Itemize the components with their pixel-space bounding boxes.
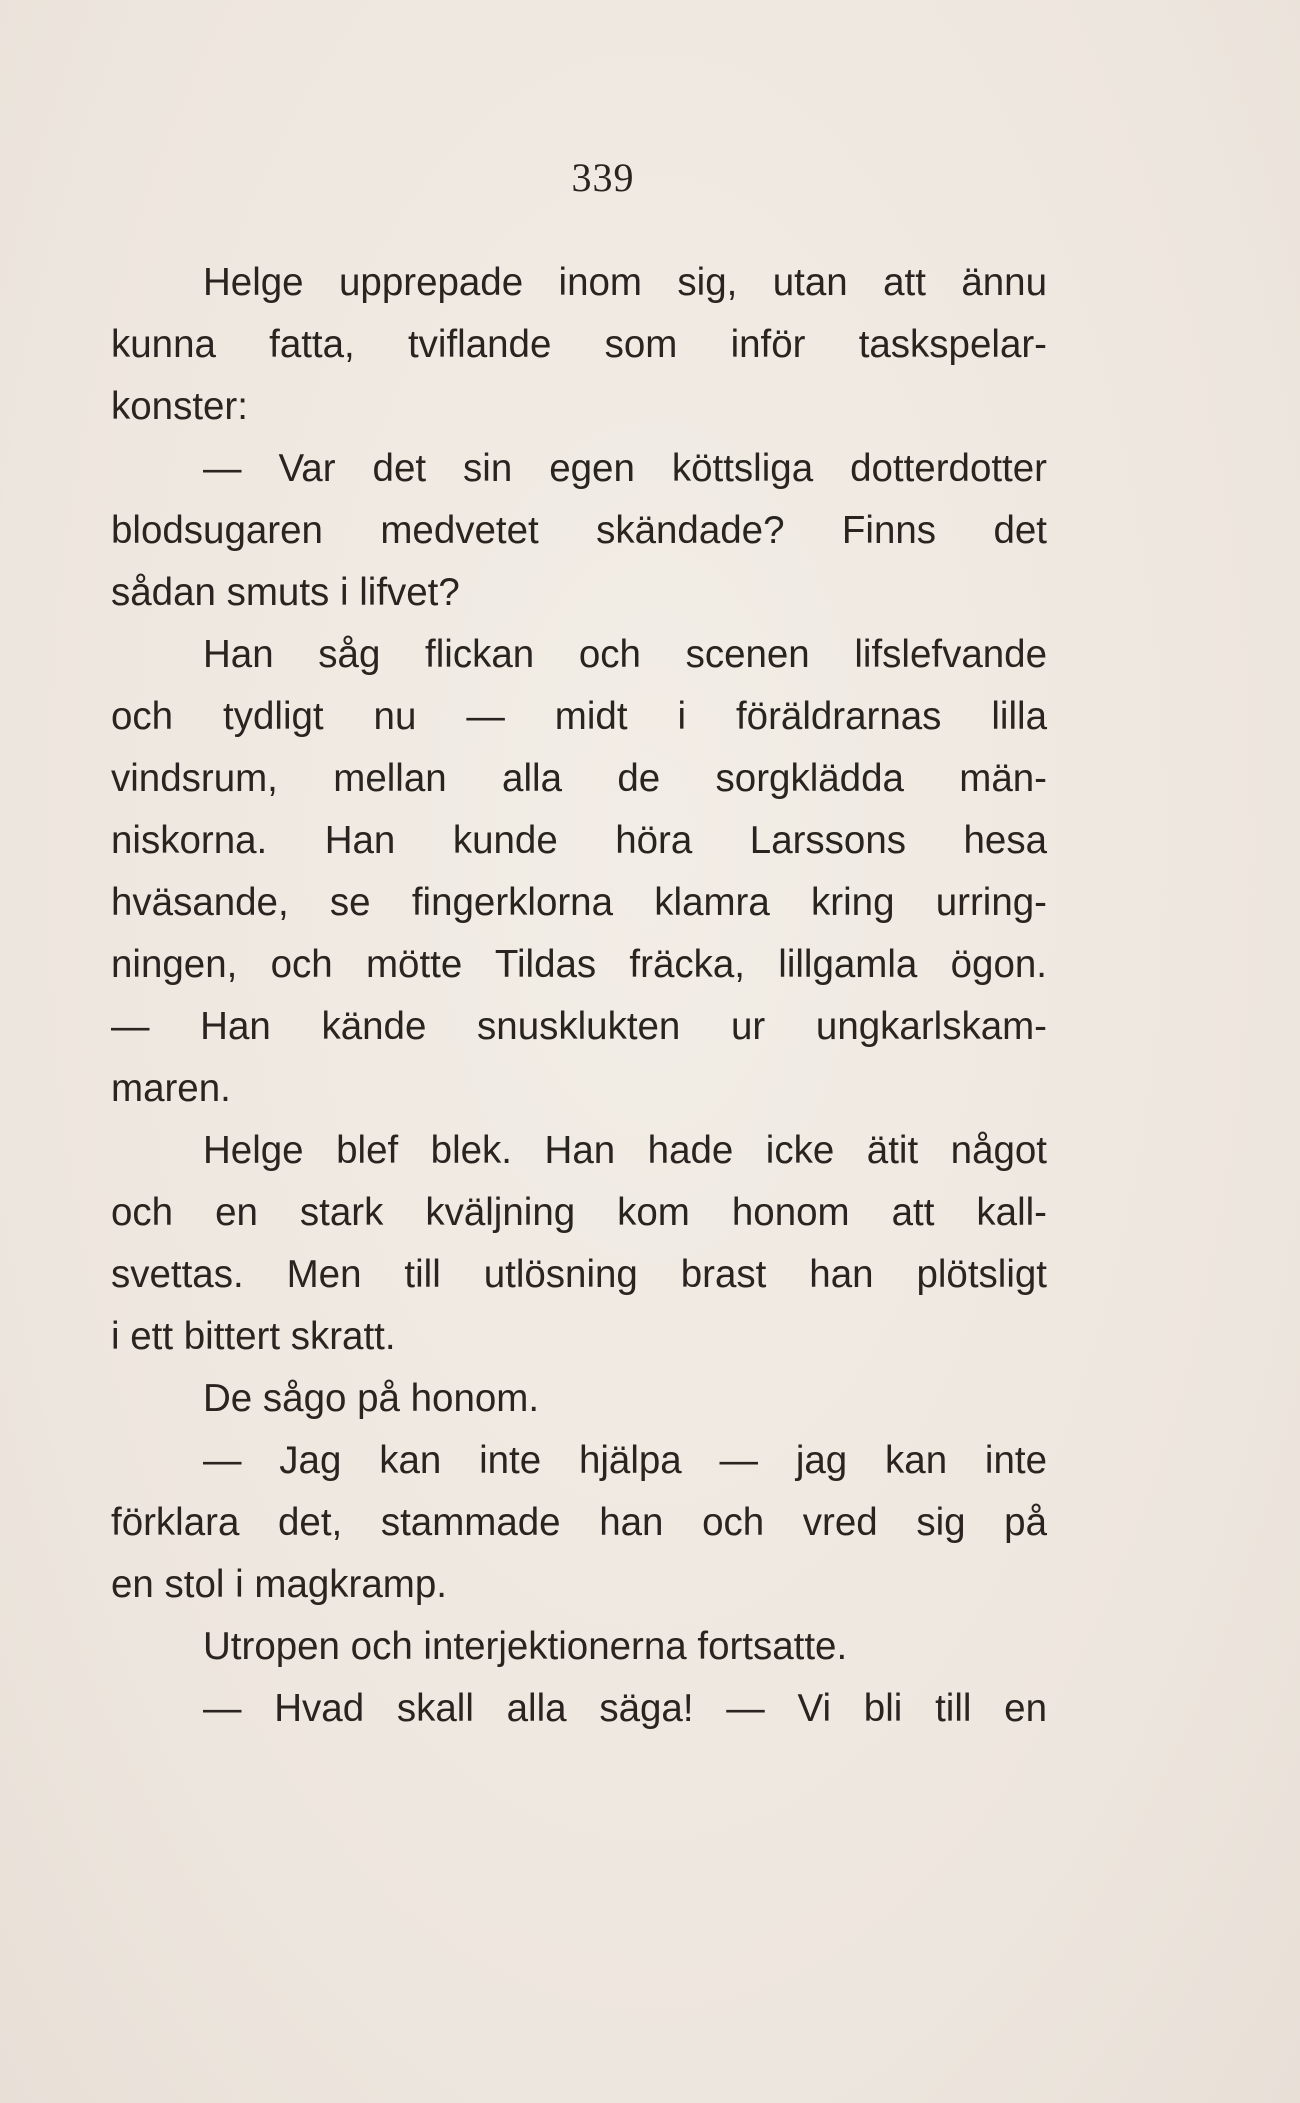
text-line: konster: xyxy=(111,385,248,428)
text-line: Han såg flickan och scenen lifslefvande xyxy=(203,633,1047,676)
text-line: Helge upprepade inom sig, utan att ännu xyxy=(203,261,1047,304)
text-line: — Var det sin egen köttsliga dotterdotter xyxy=(203,447,1047,490)
text-line: vindsrum, mellan alla de sorgklädda män- xyxy=(111,757,1047,800)
text-line: sådan smuts i lifvet? xyxy=(111,571,460,614)
text-line: en stol i magkramp. xyxy=(111,1563,447,1606)
body-text xyxy=(111,252,1047,1740)
text-line: Helge blef blek. Han hade icke ätit något xyxy=(203,1129,1047,1172)
page-number: 339 xyxy=(571,155,635,200)
text-line: De sågo på honom. xyxy=(203,1377,540,1420)
text-line: och en stark kväljning kom honom att kall- xyxy=(111,1191,1047,1234)
text-line: svettas. Men till utlösning brast han plötsligt xyxy=(111,1253,1047,1296)
text-line: i ett bittert skratt. xyxy=(111,1315,396,1358)
text-line: hväsande, se fingerklorna klamra kring urring- xyxy=(111,881,1047,924)
text-line: — Hvad skall alla säga! — Vi bli till en xyxy=(203,1687,1047,1730)
text-line: — Jag kan inte hjälpa — jag kan inte xyxy=(203,1439,1047,1482)
text-line: — Han kände snusklukten ur ungkarlskam- xyxy=(111,1005,1047,1048)
text-line: kunna fatta, tviflande som inför taskspelar- xyxy=(111,323,1047,366)
text-line: ningen, och mötte Tildas fräcka, lillgamla ögon. xyxy=(111,943,1047,986)
text-line: Utropen och interjektionerna fortsatte. xyxy=(203,1625,848,1668)
text-line: maren. xyxy=(111,1067,231,1110)
text-line: och tydligt nu — midt i föräldrarnas lilla xyxy=(111,695,1047,738)
text-line: niskorna. Han kunde höra Larssons hesa xyxy=(111,819,1047,862)
text-line: blodsugaren medvetet skändade? Finns det xyxy=(111,509,1047,552)
text-line: förklara det, stammade han och vred sig på xyxy=(111,1501,1047,1544)
